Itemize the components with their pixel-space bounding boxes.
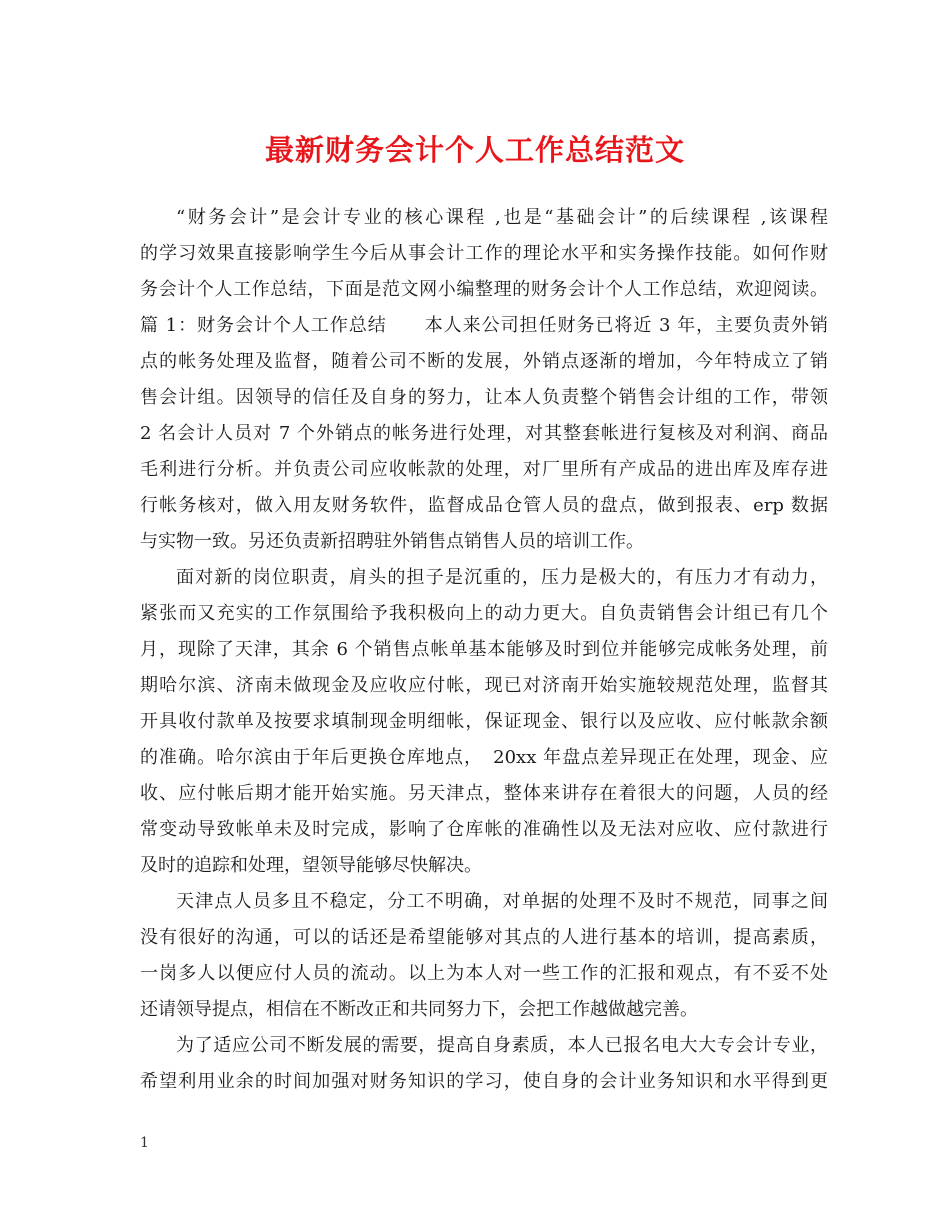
body-text-line: 售会计组。因领导的信任及自身的努力，让本人负责整个销售会计组的工作，带领 <box>140 387 828 408</box>
body-text-line: 与实物一致。另还负责新招聘驻外销售点销售人员的培训工作。 <box>140 531 644 552</box>
body-text-line: 紧张而又充实的工作氛围给予我积极向上的动力更大。自负责销售会计组已有几个 <box>140 603 828 624</box>
body-text-line: 的学习效果直接影响学生今后从事会计工作的理论水平和实务操作技能。如何作财 <box>140 243 828 264</box>
body-text-line: 2 名会计人员对 7 个外销点的帐务进行处理，对其整套帐进行复核及对利润、商品 <box>140 423 828 444</box>
body-text-line: 常变动导致帐单未及时完成，影响了仓库帐的准确性以及无法对应收、应付款进行 <box>140 819 828 840</box>
body-text-line: 开具收付款单及按要求填制现金明细帐，保证现金、银行以及应收、应付帐款余额 <box>140 711 828 732</box>
body-text-line: 没有很好的沟通，可以的话还是希望能够对其点的人进行基本的培训，提高素质， <box>140 927 828 948</box>
body-text-line: 务会计个人工作总结，下面是范文网小编整理的财务会计个人工作总结，欢迎阅读。 <box>140 279 828 300</box>
body-text-line: 一岗多人以便应付人员的流动。以上为本人对一些工作的汇报和观点，有不妥不处 <box>140 963 828 984</box>
body-text-line: 收、应付帐后期才能开始实施。另天津点，整体来讲存在着很大的问题，人员的经 <box>140 783 828 804</box>
body-text-line: 毛利进行分析。并负责公司应收帐款的处理，对厂里所有产成品的进出库及库存进 <box>140 459 828 480</box>
body-text-line: 点的帐务处理及监督，随着公司不断的发展，外销点逐渐的增加，今年特成立了销 <box>140 351 828 372</box>
body-text-line: 希望利用业余的时间加强对财务知识的学习，使自身的会计业务知识和水平得到更 <box>140 1071 828 1092</box>
body-text-line: 行帐务核对，做入用友财务软件，监督成品仓管人员的盘点，做到报表、erp 数据 <box>140 495 828 516</box>
body-text-line: 月，现除了天津，其余 6 个销售点帐单基本能够及时到位并能够完成帐务处理，前 <box>140 639 828 660</box>
body-text-line: 的准确。哈尔滨由于年后更换仓库地点， 20xx 年盘点差异现正在处理，现金、应 <box>140 747 828 768</box>
body-text-line: 还请领导提点，相信在不断改正和共同努力下，会把工作越做越完善。 <box>140 999 698 1020</box>
document-title: 最新财务会计个人工作总结范文 <box>264 133 685 167</box>
body-text-line: 期哈尔滨、济南未做现金及应收应付帐，现已对济南开始实施较规范处理，监督其 <box>140 675 828 696</box>
body-text-line: 为了适应公司不断发展的需要，提高自身素质，本人已报名电大大专会计专业， <box>176 1035 828 1056</box>
body-text-line: 篇 1：财务会计个人工作总结 本人来公司担任财务已将近 3 年，主要负责外销 <box>140 315 828 336</box>
body-text-line: 天津点人员多且不稳定，分工不明确，对单据的处理不及时不规范，同事之间 <box>176 891 828 912</box>
page-number: 1 <box>140 1135 149 1151</box>
document-body <box>140 200 828 1100</box>
body-text-line: 及时的追踪和处理，望领导能够尽快解决。 <box>140 855 482 876</box>
body-text-line: “财务会计”是会计专业的核心课程 ,也是“基础会计”的后续课程 ,该课程 <box>176 207 828 228</box>
body-text-line: 面对新的岗位职责，肩头的担子是沉重的，压力是极大的，有压力才有动力， <box>176 567 828 588</box>
